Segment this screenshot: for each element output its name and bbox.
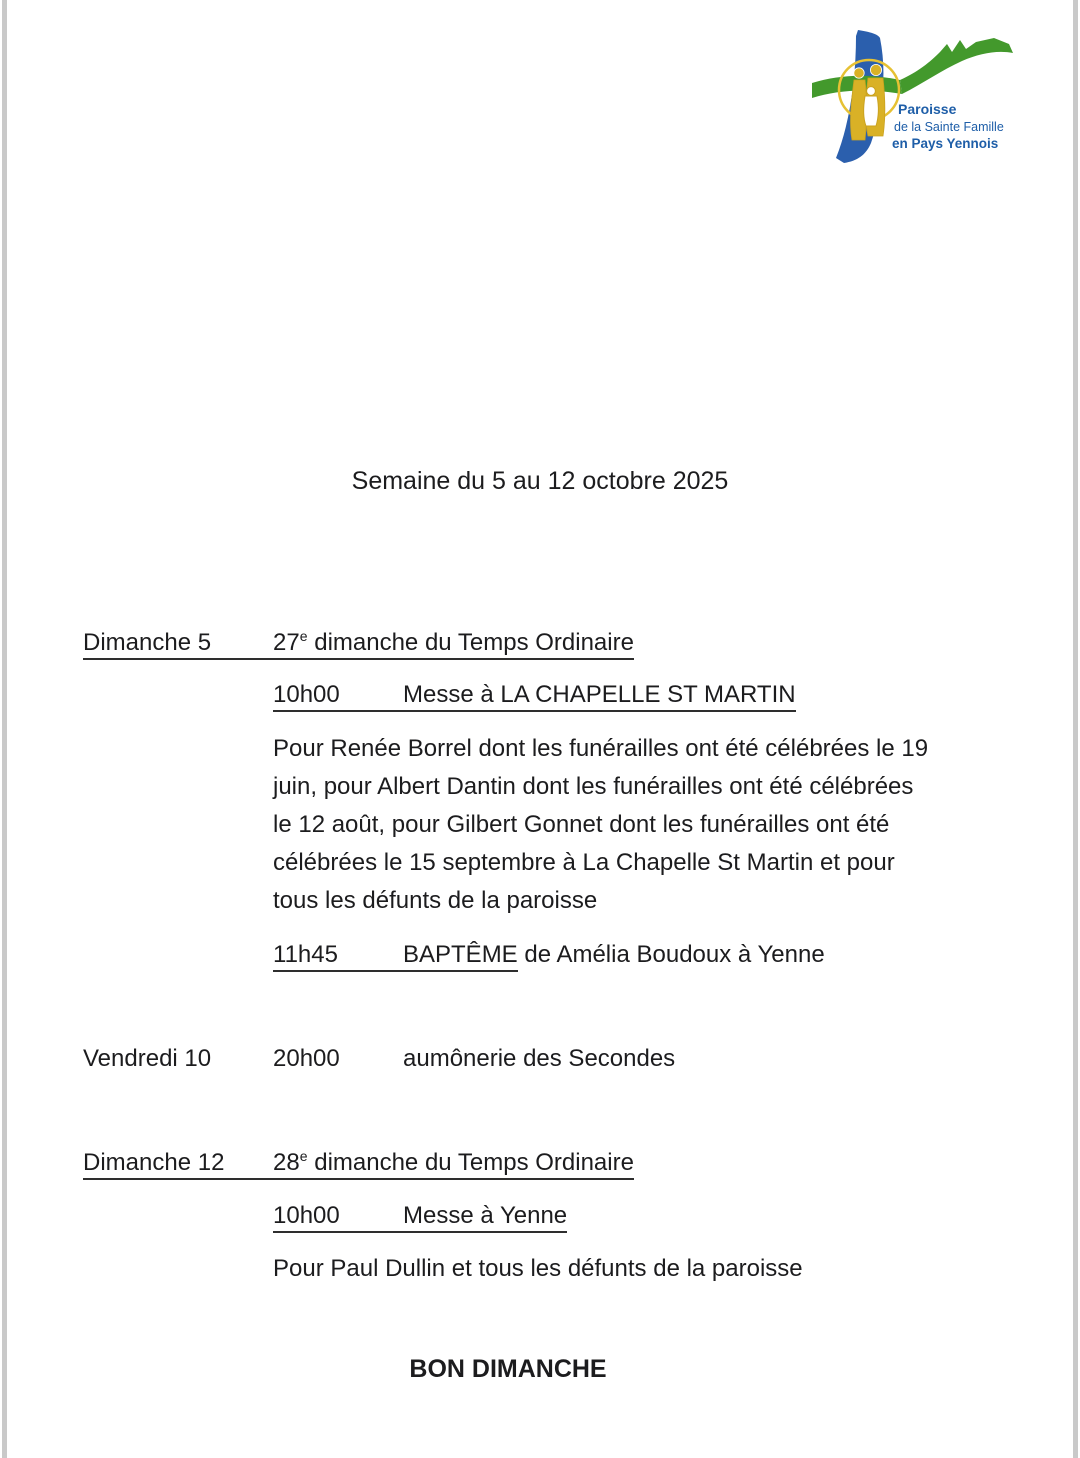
baptism-heading [273,941,518,972]
time-label: 20h00 [273,1045,340,1072]
scan-edge-right [1073,0,1078,1458]
feast-ordinal-suffix: e [299,1148,308,1164]
intention-line: le 12 août, pour Gilbert Gonnet dont les funérailles ont été [273,811,890,838]
logo-text-line1: Paroisse [898,101,957,117]
baptism-word: BAPTÊME [403,941,518,968]
day-label: Dimanche 12 [83,1149,225,1176]
schedule-row-bapteme [273,940,825,970]
intention-line: juin, pour Albert Dantin dont les funérailles ont été célébrées [273,773,914,800]
footer-greeting: BON DIMANCHE [409,1355,607,1383]
mass-title: Messe à LA CHAPELLE ST MARTIN [403,681,796,708]
feast-number: 27 [273,629,300,656]
mass-title: Messe à Yenne [403,1202,568,1229]
intention-line: célébrées le 15 septembre à La Chapelle St Martin et pour [273,849,895,876]
parish-logo [812,28,1024,168]
time-label: 11h45 [273,941,338,968]
scan-edge-left [2,0,7,1458]
time-label: 10h00 [273,681,340,708]
mass-heading [273,1202,567,1233]
schedule-row-dimanche5 [83,628,634,658]
intention-line: Pour Renée Borrel dont les funérailles ont été célébrées le 19 [273,735,929,762]
mountain-ribbon-icon [812,38,1013,98]
logo-text-line3: en Pays Yennois [892,136,999,151]
time-label: 10h00 [273,1202,340,1229]
feast-number: 28 [273,1149,300,1176]
feast-name: dimanche du Temps Ordinaire [314,1149,634,1176]
day-label: Vendredi 10 [83,1045,212,1072]
feast-name: dimanche du Temps Ordinaire [314,629,634,656]
dimanche5-heading [83,629,634,660]
mass-intentions-paragraph [273,730,928,920]
schedule-row-dimanche5-mass [273,680,796,710]
day-label: Dimanche 5 [83,629,212,656]
mass-intention-dimanche12: Pour Paul Dullin et tous les défunts de la paroisse [273,1255,803,1282]
logo-text-line2: de la Sainte Famille [894,120,1004,134]
intention-line: tous les défunts de la paroisse [273,887,598,914]
schedule-row-vendredi10 [83,1044,675,1074]
week-title: Semaine du 5 au 12 octobre 2025 [351,467,729,495]
dimanche12-heading [83,1149,634,1180]
schedule-row-dimanche12 [83,1148,634,1178]
schedule-row-dimanche12-mass [273,1201,567,1231]
mass-heading [273,681,796,712]
baptism-detail: de Amélia Boudoux à Yenne [524,941,825,968]
feast-ordinal-suffix: e [299,628,308,644]
event-label: aumônerie des Secondes [403,1045,676,1072]
